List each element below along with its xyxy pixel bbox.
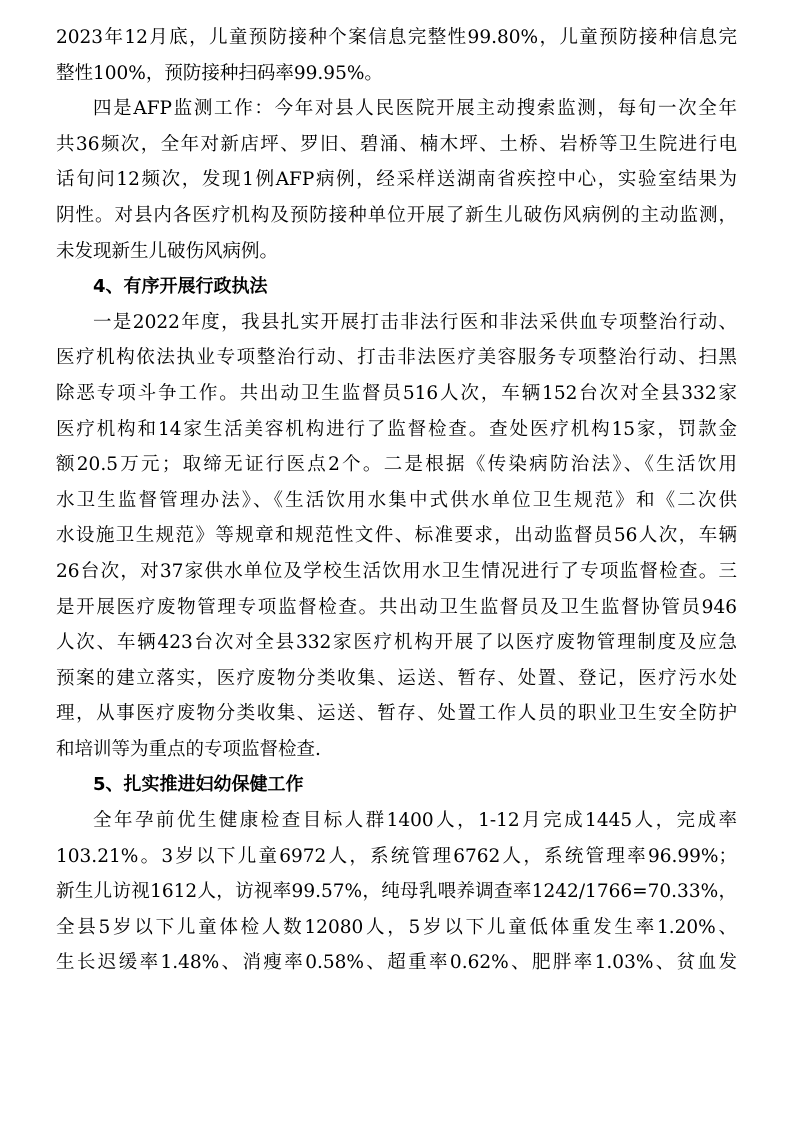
text-line: 话旬问12频次，发现1例AFP病例，经采样送湖南省疾控中心，实验室结果为	[56, 169, 737, 191]
section-heading: 4、有序开展行政执法	[93, 276, 268, 298]
text-line: 新生儿访视1612人，访视率99.57%，纯母乳喂养调查率1242/1766=70.33%，	[56, 881, 737, 903]
text-line: 是开展医疗废物管理专项监督检查。共出动卫生监督员及卫生监督协管员946	[56, 596, 737, 618]
text-line: 四是AFP监测工作：今年对县人民医院开展主动搜索监测，每旬一次全年	[93, 98, 737, 120]
text-line: 整性100%，预防接种扫码率99.95%。	[56, 62, 383, 84]
text-line: 阴性。对县内各医疗机构及预防接种单位开展了新生儿破伤风病例的主动监测，	[56, 204, 737, 226]
text-line: 和培训等为重点的专项监督检查.	[56, 738, 321, 760]
text-line: 医疗机构依法执业专项整治行动、打击非法医疗美容服务专项整治行动、扫黑	[56, 347, 737, 369]
text-line: 全年孕前优生健康检查目标人群1400人，1-12月完成1445人，完成率	[93, 810, 737, 832]
text-line: 共36频次，全年对新店坪、罗旧、碧涌、楠木坪、土桥、岩桥等卫生院进行电	[56, 133, 737, 155]
text-line: 除恶专项斗争工作。共出动卫生监督员516人次，车辆152台次对全县332家	[56, 382, 737, 404]
text-line: 人次、车辆423台次对全县332家医疗机构开展了以医疗废物管理制度及应急	[56, 632, 737, 654]
text-line: 水设施卫生规范》等规章和规范性文件、标准要求，出动监督员56人次，车辆	[56, 525, 737, 547]
text-line: 103.21%。3岁以下儿童6972人，系统管理6762人，系统管理率96.99%；	[56, 845, 737, 867]
text-line: 全县5岁以下儿童体检人数12080人，5岁以下儿童低体重发生率1.20%、	[56, 916, 737, 938]
text-line: 未发现新生儿破伤风病例。	[56, 240, 279, 262]
text-line: 一是2022年度，我县扎实开展打击非法行医和非法采供血专项整治行动、	[93, 311, 737, 333]
text-line: 2023年12月底，儿童预防接种个案信息完整性99.80%，儿童预防接种信息完	[56, 27, 737, 48]
section-heading: 5、扎实推进妇幼保健工作	[93, 774, 304, 796]
text-line: 预案的建立落实，医疗废物分类收集、运送、暂存、处置、登记，医疗污水处	[56, 667, 737, 689]
text-line: 生长迟缓率1.48%、消瘦率0.58%、超重率0.62%、肥胖率1.03%、贫血发	[56, 952, 737, 974]
text-line: 水卫生监督管理办法》、《生活饮用水集中式供水单位卫生规范》和《二次供	[56, 489, 737, 511]
text-line: 医疗机构和14家生活美容机构进行了监督检查。查处医疗机构15家，罚款金	[56, 418, 737, 440]
text-line: 额20.5万元；取缔无证行医点2个。二是根据《传染病防治法》、《生活饮用	[56, 454, 737, 476]
text-line: 理，从事医疗废物分类收集、运送、暂存、处置工作人员的职业卫生安全防护	[56, 703, 737, 725]
text-line: 26台次，对37家供水单位及学校生活饮用水卫生情况进行了专项监督检查。三	[56, 560, 737, 582]
